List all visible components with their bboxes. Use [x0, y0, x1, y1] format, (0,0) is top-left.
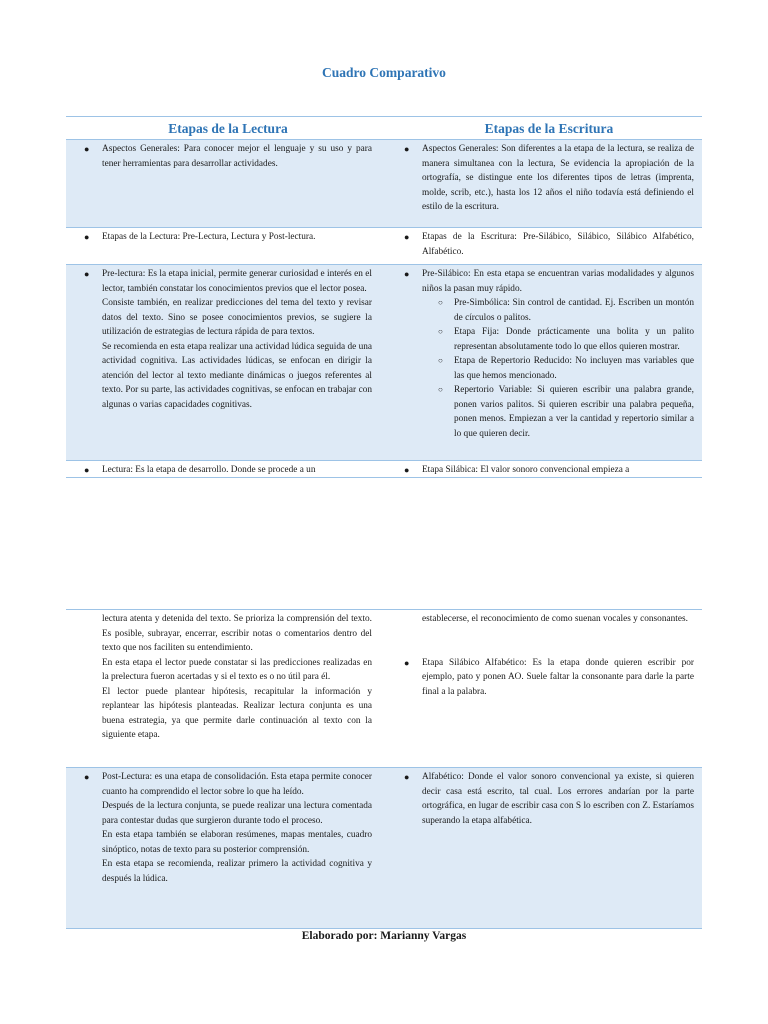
header-lectura: Etapas de la Lectura	[168, 121, 288, 136]
bullet-icon: ●	[84, 465, 90, 475]
postlectura-text: Después de la lectura conjunta, se puede realizar una lectura comentada para contestar dudas que surgieron durante todo el proceso.	[102, 801, 372, 826]
bullet-icon: ●	[84, 772, 90, 782]
etapas-lectura-text: Etapas de la Lectura: Pre-Lectura, Lectura y Post-lectura.	[102, 232, 316, 242]
bullet-icon: ●	[404, 144, 410, 154]
bullet-icon: ●	[404, 269, 410, 279]
table-row-lectura-cont	[66, 609, 702, 768]
lectura-text: lectura atenta y detenida del texto. Se prioriza la comprensión del texto. Es posible, subrayar, encerrar, escribir notas o comentarios dentro del texto que nos faciliten su entendimiento.	[102, 614, 372, 653]
silabica-text: Etapa Silábica: El valor sonoro convencional empieza a	[422, 465, 630, 475]
aspectos-escritura-text: Aspectos Generales: Son diferentes a la etapa de la lectura, se realiza de manera simultanea con la lectura, Se evidencia la apropiación de la ortografía, se distingue ente los diferentes tipos de letras (imprenta, molde, scrib, etc.), hasta los 12 años el niño todavía está definiendo el estilo de la escritura.	[422, 144, 694, 212]
sub-item: Repertorio Variable: Si quieren escribir una palabra grande, ponen varios palitos. Si quieren escribir una palabra pequeña, ponen menos. Empiezan a ver la cantidad y repertorio similar a lo que quieren decir.	[454, 385, 694, 439]
aspectos-lectura-text: Aspectos Generales: Para conocer mejor el lenguaje y su uso y para tener herramientas para desarrollar actividades.	[102, 144, 372, 169]
table-row-postlectura	[66, 768, 702, 929]
lectura-text: Lectura: Es la etapa de desarrollo. Donde se procede a un	[102, 465, 316, 475]
bullet-icon: ●	[84, 232, 90, 242]
silabico-alfabetico-text: Etapa Silábico Alfabético: Es la etapa donde quieren escribir por ejemplo, pato y ponen AO. Suele faltar la consonante para darle la parte final a la palabra.	[422, 657, 694, 697]
sub-bullet-icon: ○	[438, 327, 443, 336]
etapas-escritura-text: Etapas de la Escritura: Pre-Silábico, Silábico, Silábico Alfabético, Alfabético.	[422, 232, 694, 257]
prelectura-text: Consiste también, en realizar predicciones del tema del texto y revisar datos del texto. Sino se posee conocimientos previos, se sugiere la utilización de estrategias de lectura rápida de para textos.	[102, 298, 372, 337]
prelectura-text: Se recomienda en esta etapa realizar una actividad lúdica seguida de una actividad cognitiva. Las actividades lúdicas, se enfocan en dirigir la atención del lector al texto mediante dinámicas o juegos referentes al texto. Por su parte, las actividades cognitivas, se enfocan en trabajar con algunas o varias capacidades cognitivas.	[102, 341, 372, 410]
sub-bullet-icon: ○	[438, 298, 443, 307]
table-row-aspectos	[66, 140, 702, 228]
bullet-icon: ●	[84, 144, 90, 154]
presilabico-text: Pre-Silábico: En esta etapa se encuentran varias modalidades y algunos niños la pasan muy rápido.	[422, 269, 694, 294]
bullet-icon: ●	[84, 269, 90, 279]
bullet-icon: ●	[404, 657, 410, 668]
sub-item: Etapa de Repertorio Reducido: No incluyen mas variables que las que hemos mencionado.	[454, 356, 694, 381]
table-row-prelectura	[66, 265, 702, 461]
author-footer: Elaborado por: Marianny Vargas	[301, 930, 467, 942]
postlectura-text: En esta etapa se recomienda, realizar primero la actividad cognitiva y después la lúdica.	[102, 859, 372, 884]
table-row-etapas	[66, 228, 702, 265]
sub-item: Pre-Simbólica: Sin control de cantidad. Ej. Escriben un montón de círculos o palitos.	[454, 298, 694, 323]
postlectura-text: En esta etapa también se elaboran resúmenes, mapas mentales, cuadro sinóptico, notas de texto para su posterior comprensión.	[102, 830, 372, 855]
table-header-row	[66, 116, 702, 140]
prelectura-text: Pre-lectura: Es la etapa inicial, permite generar curiosidad e interés en el lector, también constatar los conocimientos previos que el lector posea.	[102, 269, 372, 294]
bullet-icon: ●	[404, 232, 410, 242]
presilabico-sublist	[438, 296, 694, 441]
comparison-table-top	[66, 116, 702, 478]
sub-bullet-icon: ○	[438, 356, 443, 365]
alfabetico-text: Alfabético: Donde el valor sonoro convencional ya existe, si quieren decir casa está escrito, tal cual. Los errores andarían por la parte ortográfica, en lugar de escribir casa con S lo escriben con Z. Estaríamos superando la etapa alfabética.	[422, 772, 694, 826]
sub-bullet-icon: ○	[438, 385, 443, 394]
sub-item: Etapa Fija: Donde prácticamente una bolita y un palito representan absolutamente todo lo que ellos quieren mostrar.	[454, 327, 694, 352]
table-row-lectura-start	[66, 461, 702, 478]
bullet-icon: ●	[404, 465, 410, 475]
lectura-text: El lector puede plantear hipótesis, recapitular la información y replantear las hipótesis planteadas. Realizar lectura conjunta es una buena estrategia, ya que permite darle continuación al texto con la siguiente etapa.	[102, 686, 372, 740]
lectura-text: En esta etapa el lector puede constatar si las predicciones realizadas en la prelectura fueron acertadas y si el texto es o no útil para él.	[102, 657, 372, 682]
comparison-table-bottom	[66, 609, 702, 929]
postlectura-text: Post-Lectura: es una etapa de consolidación. Esta etapa permite conocer cuanto ha comprendido el lector sobre lo que ha leído.	[102, 772, 372, 797]
bullet-icon: ●	[404, 772, 410, 782]
header-escritura: Etapas de la Escritura	[484, 121, 614, 136]
silabica-text: establecerse, el reconocimiento de como suenan vocales y consonantes.	[422, 614, 688, 624]
document-title: Cuadro Comparativo	[322, 65, 446, 80]
